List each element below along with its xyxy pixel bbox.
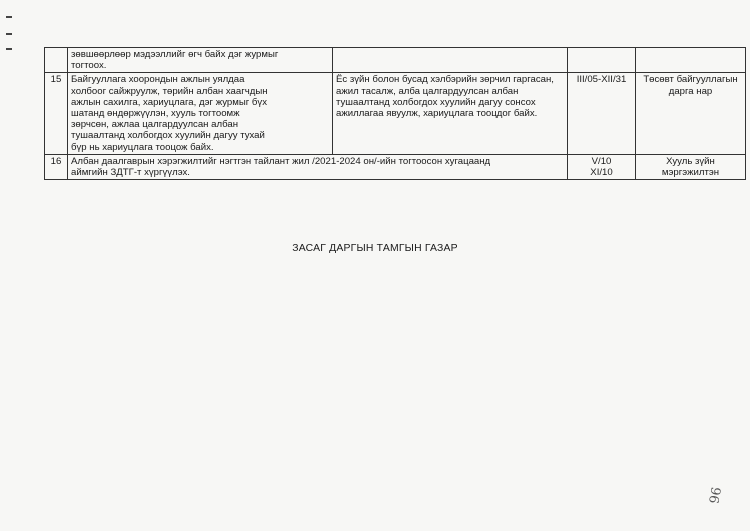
responsible-cell (636, 48, 746, 73)
row-number: 16 (45, 154, 68, 179)
text-line: тогтоох. (71, 60, 107, 72)
deadline-text: III/05-XII/31 (576, 74, 627, 86)
binding-margin-marks (6, 0, 14, 60)
text-line: зөвшөөрлөөр мэдээллийг өгч байх дэг журмыг (71, 49, 279, 60)
text-line: Байгууллага хоорондын ажлын уялдаа (71, 74, 245, 86)
text-line: аймгийн ЗДТГ-т хүргүүлэх. (71, 167, 190, 179)
text-line: тушаалтанд холбогдох хуулийн дагуу тухай (71, 130, 265, 142)
text-line: ажлын сахилга, хариуцлага, дэг журмыг бүх (71, 96, 268, 108)
result-cell (333, 73, 568, 154)
deadline-text: V/10 (591, 155, 612, 167)
table-row (45, 154, 746, 179)
text-line: ажил тасалж, алба цалгардуулсан албан (336, 85, 519, 97)
text-line: шатанд өндөржүүлэн, хууль тогтоомж (71, 108, 240, 120)
deadline-text: XI/10 (590, 167, 613, 179)
result-cell (333, 48, 568, 73)
measures-table (44, 47, 746, 180)
handwritten-page-number: 96 (707, 486, 726, 505)
text-line: ажиллагаа явуулж, хариуцлага тооцдог байх. (336, 108, 538, 120)
measure-cell (68, 48, 333, 73)
text-line: Ёс зүйн болон бусад хэлбэрийн зөрчил гаргасан, (336, 74, 554, 86)
table-row (45, 48, 746, 73)
responsible-text: Төсөвт байгууллагын (643, 74, 738, 86)
text-line: зөрчсөн, ажлаа цалгардуулсан албан (71, 119, 238, 131)
table-row (45, 73, 746, 154)
row-number: 15 (45, 73, 68, 154)
row-number (45, 48, 68, 73)
deadline-cell (568, 48, 636, 73)
organization-footer: ЗАСАГ ДАРГЫН ТАМГЫН ГАЗАР (292, 243, 458, 254)
text-line: Албан даалгаврын хэрэгжилтийг нэгтгэн тайлант жил /2021-2024 он/-ийн тогтоосон хугацаанд (71, 155, 491, 167)
responsible-text: дарга нар (668, 85, 713, 97)
margin-tick (6, 33, 12, 35)
text-line: бүр нь хариуцлага тооцож байх. (71, 141, 214, 153)
margin-tick (6, 48, 12, 50)
text-line: тушаалтанд холбогдох хуулийн дагуу сонсох (336, 96, 536, 108)
measure-cell (68, 154, 568, 179)
measure-cell (68, 73, 333, 154)
responsible-cell (636, 154, 746, 179)
responsible-cell (636, 73, 746, 154)
margin-tick (6, 16, 12, 18)
deadline-cell (568, 154, 636, 179)
responsible-text: Хууль зүйн мэргэжилтэн (661, 155, 720, 179)
text-line: холбоог сайжруулж, төрийн албан хаагчдын (71, 85, 268, 97)
deadline-cell (568, 73, 636, 154)
